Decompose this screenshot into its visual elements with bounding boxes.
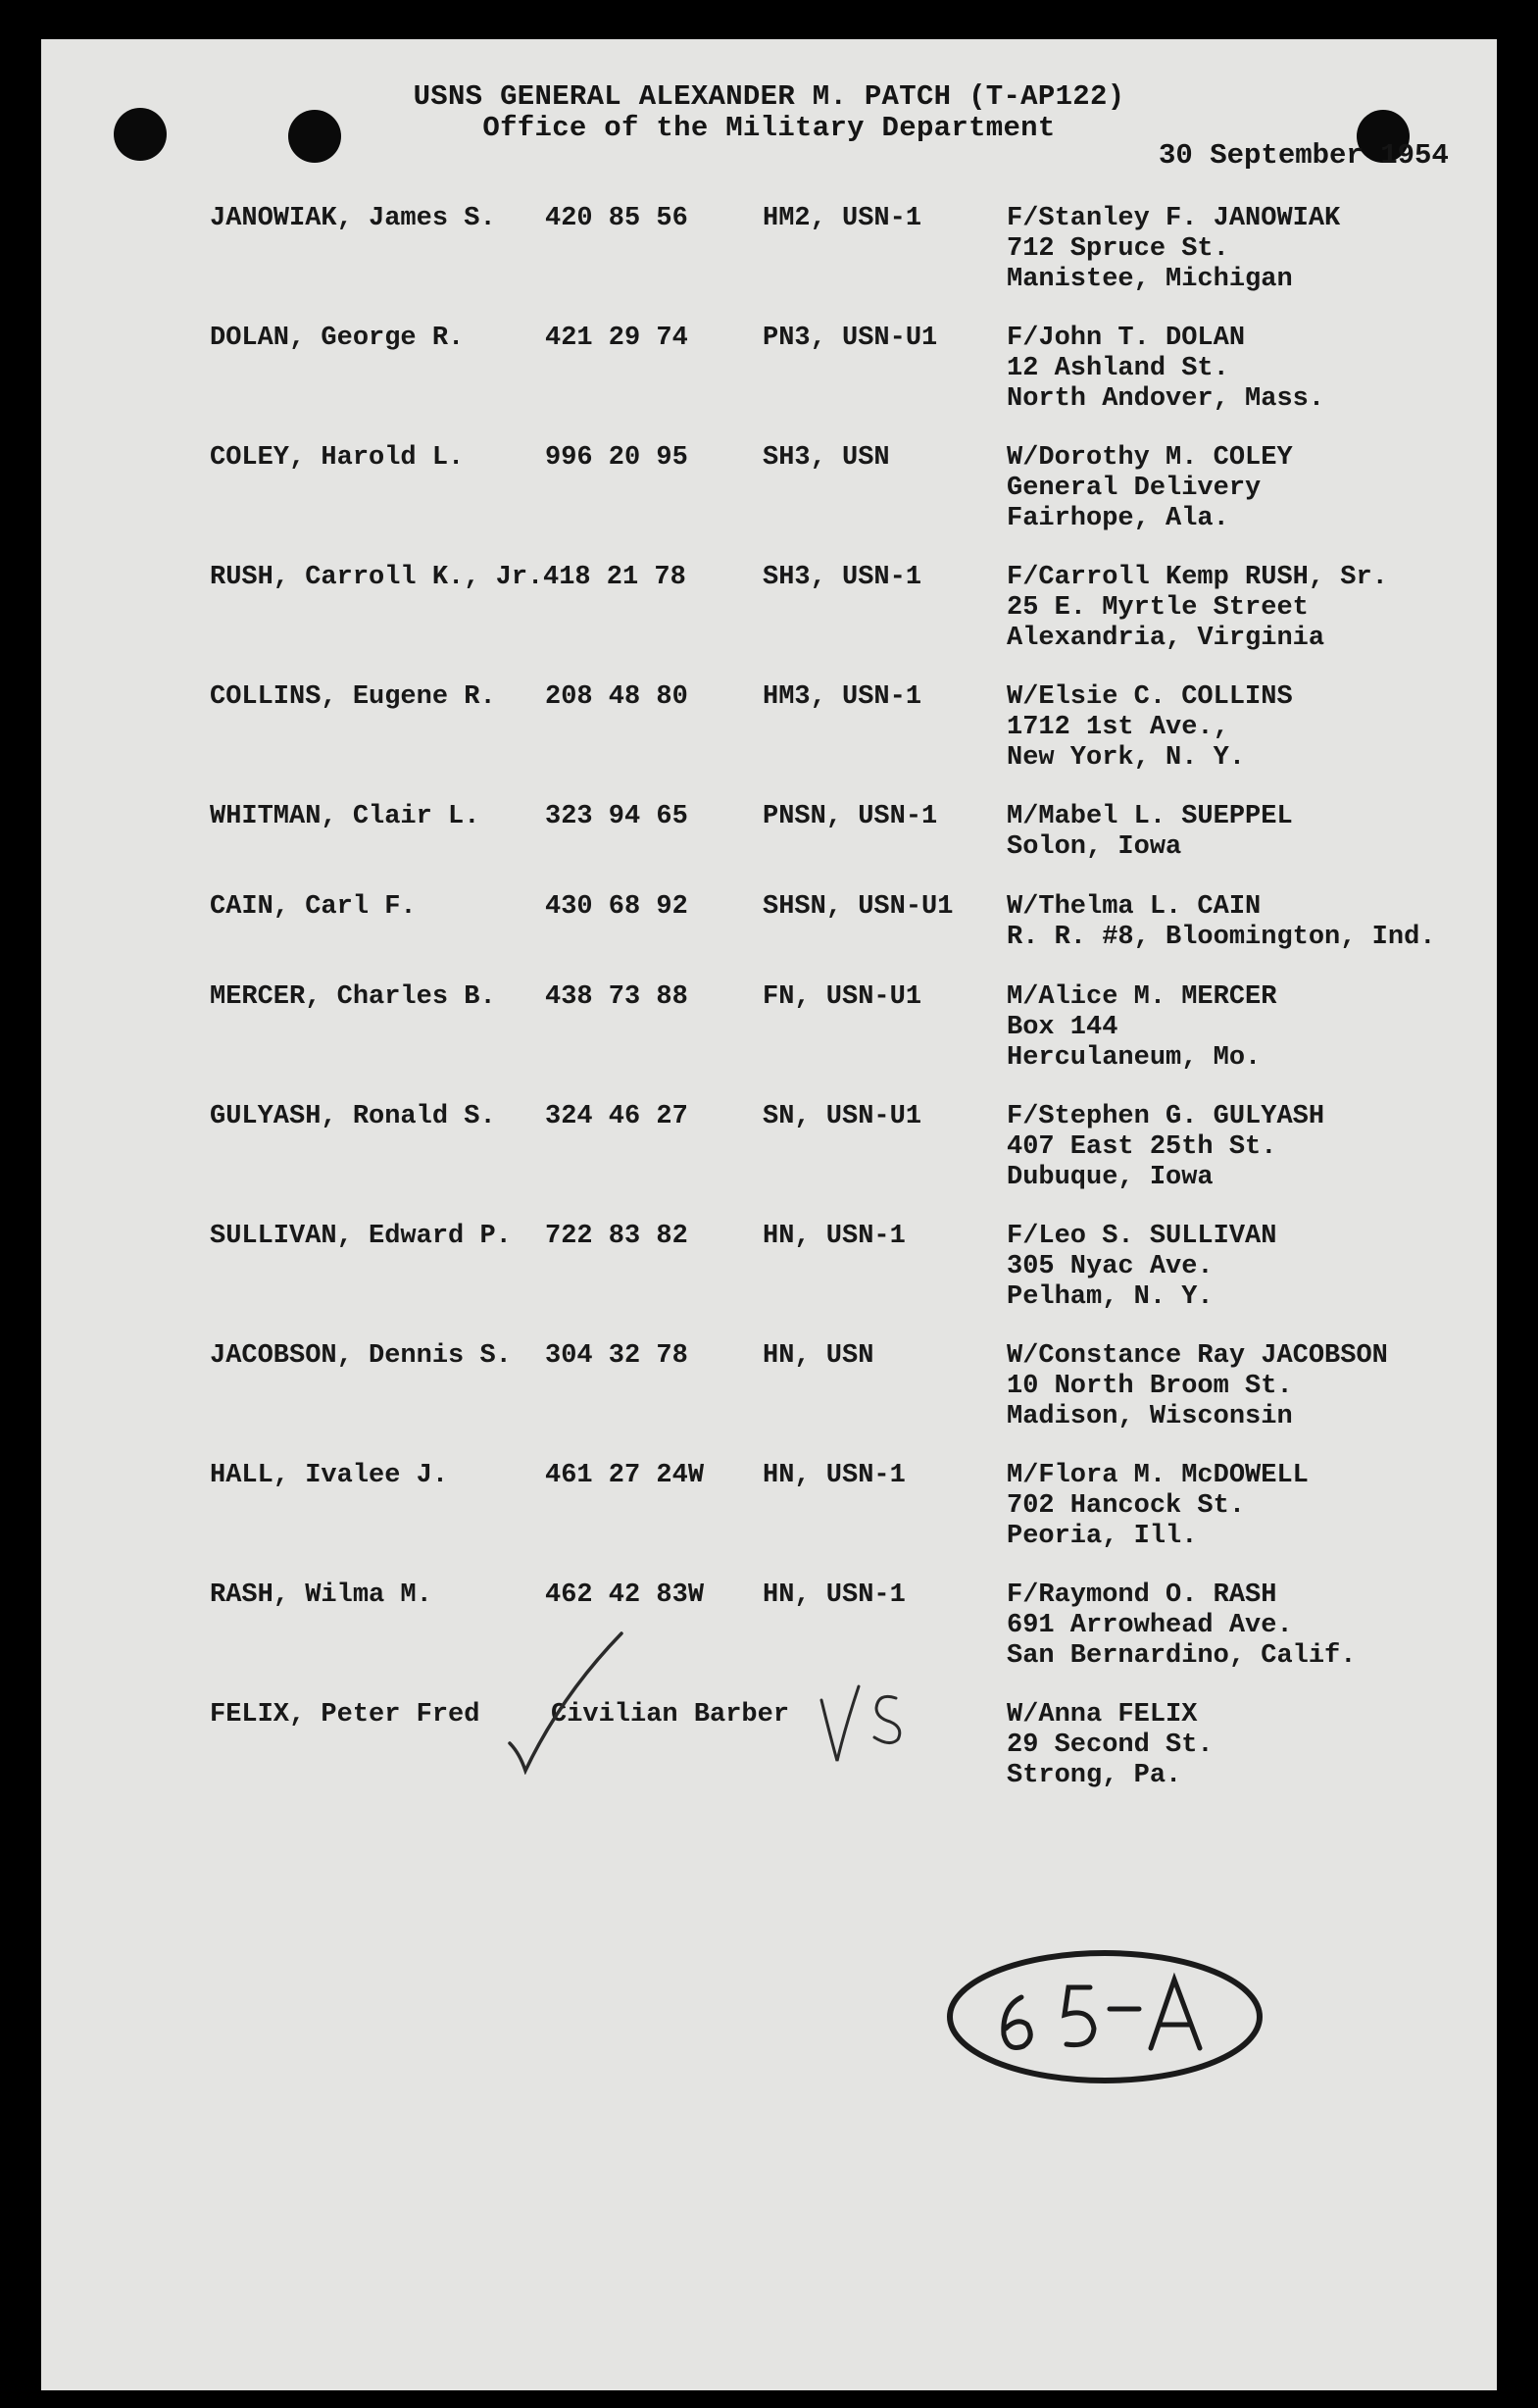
address-line: Manistee, Michigan (1007, 265, 1293, 294)
personnel-entry (41, 1461, 1497, 1559)
address-line: 12 Ashland St. (1007, 354, 1229, 383)
address-line: M/Mabel L. SUEPPEL (1007, 802, 1293, 831)
entry-address (1007, 1700, 1214, 1791)
handwritten-initials (816, 1679, 914, 1767)
address-line: W/Thelma L. CAIN (1007, 892, 1262, 922)
entry-rate: SH3, USN (763, 443, 890, 473)
personnel-entry (41, 1341, 1497, 1439)
address-line: North Andover, Mass. (1007, 384, 1325, 414)
entry-rate: SHSN, USN-U1 (763, 892, 954, 922)
entry-address (1007, 892, 1435, 953)
address-line: F/Stanley F. JANOWIAK (1007, 204, 1341, 233)
entry-name: SULLIVAN, Edward P. (210, 1222, 512, 1251)
address-line: 712 Spruce St. (1007, 234, 1229, 264)
entry-rate: HM2, USN-1 (763, 204, 922, 233)
entry-service-number: 418 21 78 (543, 563, 686, 592)
address-line: Peoria, Ill. (1007, 1522, 1198, 1551)
entry-service-number: 304 32 78 (545, 1341, 688, 1371)
entry-service-number: 462 42 83W (545, 1580, 705, 1610)
entry-service-number: 722 83 82 (545, 1222, 688, 1251)
address-line: F/Stephen G. GULYASH (1007, 1102, 1325, 1131)
address-line: F/John T. DOLAN (1007, 324, 1246, 353)
entry-address (1007, 1222, 1276, 1313)
entry-rate: PN3, USN-U1 (763, 324, 938, 353)
entry-service-number: 323 94 65 (545, 802, 688, 831)
entry-rate: HN, USN-1 (763, 1461, 906, 1490)
handwritten-page-mark (943, 1946, 1266, 2088)
address-line: 1712 1st Ave., (1007, 713, 1229, 742)
personnel-entry (41, 682, 1497, 780)
address-line: 10 North Broom St. (1007, 1372, 1293, 1401)
address-line: M/Flora M. McDOWELL (1007, 1461, 1309, 1490)
address-line: 25 E. Myrtle Street (1007, 593, 1309, 623)
header-office: Office of the Military Department (482, 112, 1056, 144)
address-line: General Delivery (1007, 474, 1262, 503)
address-line: Solon, Iowa (1007, 832, 1182, 862)
entry-address (1007, 563, 1388, 654)
entry-rate: SH3, USN-1 (763, 563, 922, 592)
address-line: W/Constance Ray JACOBSON (1007, 1341, 1388, 1371)
entry-service-number: 430 68 92 (545, 892, 688, 922)
address-line: Madison, Wisconsin (1007, 1402, 1293, 1431)
entry-name: CAIN, Carl F. (210, 892, 417, 922)
personnel-entry (41, 204, 1497, 302)
address-line: F/Raymond O. RASH (1007, 1580, 1277, 1610)
entry-name: GULYASH, Ronald S. (210, 1102, 496, 1131)
entry-service-number: 996 20 95 (545, 443, 688, 473)
entry-rate: PNSN, USN-1 (763, 802, 938, 831)
entry-address (1007, 443, 1293, 534)
document-page (41, 39, 1497, 2390)
address-line: 702 Hancock St. (1007, 1491, 1246, 1521)
address-line: Dubuque, Iowa (1007, 1163, 1214, 1192)
entry-name: HALL, Ivalee J. (210, 1461, 449, 1490)
address-line: Pelham, N. Y. (1007, 1282, 1214, 1312)
personnel-entry (41, 982, 1497, 1080)
entry-address (1007, 324, 1324, 415)
personnel-entry (41, 1222, 1497, 1320)
entry-address (1007, 1341, 1388, 1432)
address-line: W/Anna FELIX (1007, 1700, 1198, 1730)
address-line: F/Leo S. SULLIVAN (1007, 1222, 1277, 1251)
entry-name: COLLINS, Eugene R. (210, 682, 496, 712)
entry-rate: HN, USN (763, 1341, 874, 1371)
entry-service-number: 324 46 27 (545, 1102, 688, 1131)
address-line: Fairhope, Ala. (1007, 504, 1229, 533)
entry-name: COLEY, Harold L. (210, 443, 465, 473)
personnel-entry (41, 892, 1497, 990)
address-line: 407 East 25th St. (1007, 1132, 1277, 1162)
address-line: F/Carroll Kemp RUSH, Sr. (1007, 563, 1388, 592)
address-line: San Bernardino, Calif. (1007, 1641, 1357, 1671)
document-date: 30 September 1954 (1159, 139, 1449, 172)
entry-address (1007, 682, 1293, 774)
entry-address (1007, 1580, 1356, 1672)
personnel-entry (41, 1580, 1497, 1679)
entry-address (1007, 1461, 1309, 1552)
personnel-entry (41, 324, 1497, 422)
address-line: Box 144 (1007, 1013, 1118, 1042)
entry-service-number: 208 48 80 (545, 682, 688, 712)
entry-name: RASH, Wilma M. (210, 1580, 432, 1610)
address-line: Alexandria, Virginia (1007, 624, 1325, 653)
entry-occupation: Civilian Barber (551, 1700, 790, 1730)
entry-name: JANOWIAK, James S. (210, 204, 496, 233)
entry-service-number: 420 85 56 (545, 204, 688, 233)
personnel-entry (41, 1700, 1497, 1798)
address-line: Herculaneum, Mo. (1007, 1043, 1262, 1073)
entry-address (1007, 204, 1340, 295)
entry-rate: HN, USN-1 (763, 1222, 906, 1251)
address-line: W/Dorothy M. COLEY (1007, 443, 1293, 473)
entry-name: WHITMAN, Clair L. (210, 802, 480, 831)
entry-rate: HM3, USN-1 (763, 682, 922, 712)
entry-address (1007, 802, 1293, 863)
personnel-entry (41, 563, 1497, 661)
entry-rate: HN, USN-1 (763, 1580, 906, 1610)
address-line: 691 Arrowhead Ave. (1007, 1611, 1293, 1640)
header-ship-name: USNS GENERAL ALEXANDER M. PATCH (T-AP122) (413, 80, 1125, 113)
entry-service-number: 461 27 24W (545, 1461, 705, 1490)
personnel-entry (41, 443, 1497, 541)
entry-service-number: 421 29 74 (545, 324, 688, 353)
entry-name: JACOBSON, Dennis S. (210, 1341, 512, 1371)
address-line: 29 Second St. (1007, 1731, 1214, 1760)
handwritten-check-mark (502, 1628, 629, 1775)
entry-name: DOLAN, George R. (210, 324, 465, 353)
personnel-entry (41, 802, 1497, 900)
address-line: New York, N. Y. (1007, 743, 1246, 773)
address-line: Strong, Pa. (1007, 1761, 1182, 1790)
address-line: W/Elsie C. COLLINS (1007, 682, 1293, 712)
entry-rate: FN, USN-U1 (763, 982, 922, 1012)
entry-address (1007, 982, 1276, 1074)
entry-name: RUSH, Carroll K., Jr. (210, 563, 544, 592)
address-line: R. R. #8, Bloomington, Ind. (1007, 923, 1436, 952)
entry-rate: SN, USN-U1 (763, 1102, 922, 1131)
personnel-entry (41, 1102, 1497, 1200)
entry-name: MERCER, Charles B. (210, 982, 496, 1012)
entry-name: FELIX, Peter Fred (210, 1700, 480, 1730)
entry-service-number: 438 73 88 (545, 982, 688, 1012)
address-line: M/Alice M. MERCER (1007, 982, 1277, 1012)
address-line: 305 Nyac Ave. (1007, 1252, 1214, 1281)
entry-address (1007, 1102, 1324, 1193)
